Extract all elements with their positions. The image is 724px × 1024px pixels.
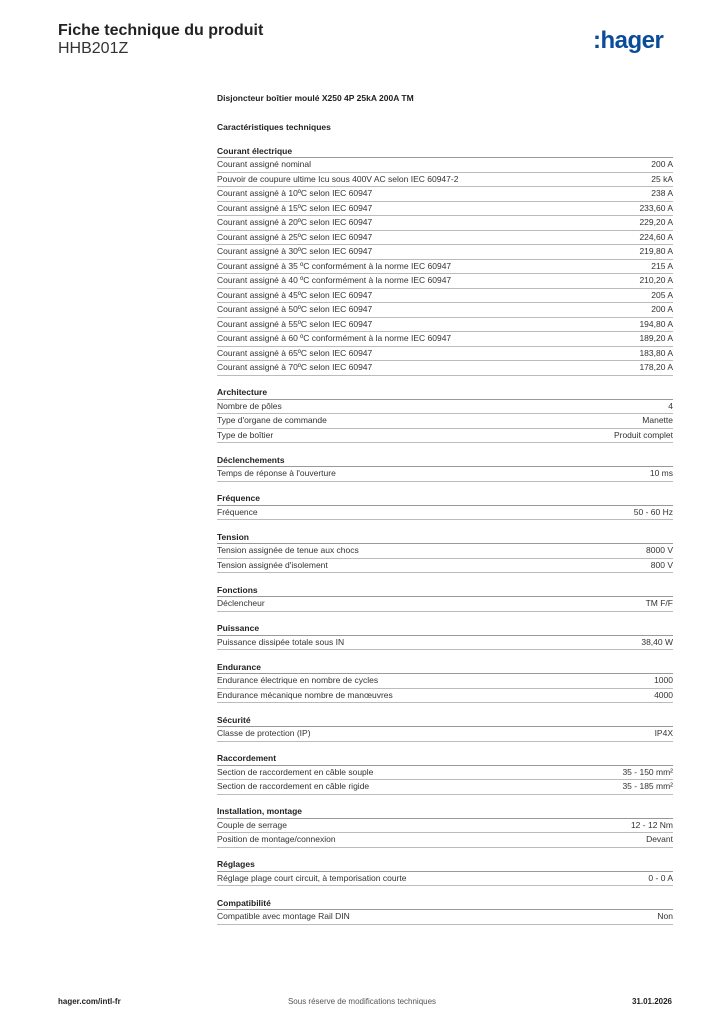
spec-value: 25 kA [651, 173, 673, 184]
product-reference: HHB201Z [58, 40, 129, 57]
product-description: Disjoncteur boîtier moulé X250 4P 25kA 200A TM [217, 93, 414, 103]
spec-value: 4000 [654, 689, 673, 700]
spec-label: Courant assigné à 50ºC selon IEC 60947 [217, 304, 373, 314]
spec-row [217, 332, 673, 347]
spec-label: Courant assigné à 40 ºC conformément à la norme IEC 60947 [217, 275, 452, 285]
spec-label: Courant assigné à 60 ºC conformément à la norme IEC 60947 [217, 333, 452, 343]
spec-row [217, 173, 673, 188]
section-title: Architecture [217, 386, 673, 400]
spec-row [217, 636, 673, 651]
spec-label: Courant assigné à 35 ºC conformément à la norme IEC 60947 [217, 260, 452, 271]
spec-value: 205 A [651, 289, 673, 300]
spec-value: 200 A [651, 304, 673, 314]
spec-row [217, 289, 673, 304]
spec-row [217, 872, 673, 887]
footer-notice: Sous réserve de modifications techniques [287, 997, 437, 1006]
spec-row [217, 559, 673, 574]
datasheet-content [217, 91, 673, 925]
section-title: Fonctions [217, 584, 673, 598]
spec-value: 215 A [651, 260, 673, 271]
spec-row [217, 187, 673, 202]
spec-row [217, 506, 673, 521]
spec-label: Réglage plage court circuit, à temporisation courte [217, 872, 407, 883]
spec-value: 800 V [650, 559, 673, 570]
footer-date: 31.01.2026 [631, 997, 672, 1006]
spec-value: 12 - 12 Nm [630, 819, 673, 830]
spec-label: Courant assigné à 45ºC selon IEC 60947 [217, 289, 373, 300]
spec-row [217, 819, 673, 834]
spec-row [217, 202, 673, 217]
section-title: Réglages [217, 858, 673, 872]
spec-section [217, 145, 673, 376]
spec-row [217, 766, 673, 781]
document-title: Fiche technique du produit [58, 22, 264, 39]
spec-value: 219,80 A [639, 246, 673, 256]
spec-label: Endurance mécanique nombre de manœuvres [217, 689, 393, 700]
hager-logo: :hager [593, 27, 664, 54]
spec-section [217, 858, 673, 886]
section-title: Compatibilité [217, 897, 673, 911]
spec-label: Courant assigné à 10ºC selon IEC 60947 [217, 188, 373, 198]
spec-label: Déclencheur [217, 598, 265, 608]
section-title: Courant électrique [217, 145, 673, 159]
spec-row [217, 347, 673, 362]
spec-value: 200 A [651, 159, 673, 169]
section-title: Sécurité [217, 714, 673, 728]
spec-value: 194,80 A [639, 318, 673, 329]
footer-website[interactable]: hager.com/intl-fr [58, 997, 121, 1006]
spec-label: Classe de protection (IP) [217, 728, 311, 738]
spec-value: 238 A [651, 188, 673, 198]
spec-label: Temps de réponse à l'ouverture [217, 468, 336, 478]
spec-row [217, 361, 673, 376]
spec-section [217, 386, 673, 443]
spec-label: Section de raccordement en câble souple [217, 766, 374, 777]
spec-value: 210,20 A [639, 275, 673, 285]
spec-value: 35 - 150 mm² [622, 766, 673, 777]
spec-row [217, 467, 673, 482]
section-title: Installation, montage [217, 805, 673, 819]
spec-section [217, 752, 673, 795]
section-title: Puissance [217, 622, 673, 636]
spec-row [217, 245, 673, 260]
spec-value: 178,20 A [639, 362, 673, 372]
spec-value: Non [657, 911, 673, 921]
spec-label: Type de boîtier [217, 429, 274, 440]
spec-value: IP4X [654, 728, 673, 738]
spec-label: Nombre de pôles [217, 400, 282, 411]
spec-value: 38,40 W [641, 636, 673, 647]
spec-sections [217, 145, 673, 925]
spec-section [217, 714, 673, 742]
spec-label: Endurance électrique en nombre de cycles [217, 675, 379, 685]
spec-row [217, 727, 673, 742]
spec-section [217, 492, 673, 520]
spec-row [217, 318, 673, 333]
spec-label: Courant assigné nominal [217, 159, 312, 169]
spec-label: Puissance dissipée totale sous IN [217, 636, 345, 647]
spec-label: Courant assigné à 25ºC selon IEC 60947 [217, 231, 373, 242]
spec-section [217, 454, 673, 482]
spec-row [217, 674, 673, 689]
spec-value: 10 ms [649, 468, 673, 478]
spec-value: Devant [646, 834, 673, 844]
spec-label: Position de montage/connexion [217, 834, 336, 844]
spec-row [217, 400, 673, 415]
spec-label: Courant assigné à 20ºC selon IEC 60947 [217, 217, 373, 227]
spec-row [217, 303, 673, 318]
spec-row [217, 158, 673, 173]
spec-label: Couple de serrage [217, 819, 287, 830]
spec-row [217, 216, 673, 231]
spec-row [217, 429, 673, 444]
spec-label: Courant assigné à 55ºC selon IEC 60947 [217, 318, 373, 329]
spec-value: 229,20 A [639, 217, 673, 227]
spec-section [217, 531, 673, 574]
spec-label: Tension assignée de tenue aux chocs [217, 545, 359, 555]
spec-value: 233,60 A [639, 202, 673, 213]
spec-row [217, 544, 673, 559]
spec-value: 0 - 0 A [648, 872, 673, 883]
spec-row [217, 231, 673, 246]
spec-label: Courant assigné à 30ºC selon IEC 60947 [217, 246, 373, 256]
spec-section [217, 805, 673, 848]
spec-label: Compatible avec montage Rail DIN [217, 911, 350, 921]
spec-value: 1000 [654, 675, 673, 685]
spec-label: Pouvoir de coupure ultime Icu sous 400V AC selon IEC 60947-2 [217, 173, 459, 184]
spec-label: Type d'organe de commande [217, 415, 327, 425]
technical-characteristics-title: Caractéristiques techniques [217, 122, 331, 132]
spec-value: Produit complet [613, 429, 673, 440]
spec-section [217, 584, 673, 612]
spec-label: Courant assigné à 65ºC selon IEC 60947 [217, 347, 373, 358]
spec-row [217, 780, 673, 795]
section-title: Tension [217, 531, 673, 545]
section-title: Fréquence [217, 492, 673, 506]
spec-row [217, 910, 673, 925]
section-title: Endurance [217, 661, 673, 675]
spec-section [217, 622, 673, 650]
spec-row [217, 833, 673, 848]
spec-label: Courant assigné à 70ºC selon IEC 60947 [217, 362, 373, 372]
spec-value: Manette [642, 415, 673, 425]
section-title: Déclenchements [217, 454, 673, 468]
spec-row [217, 689, 673, 704]
spec-value: 50 - 60 Hz [633, 506, 673, 517]
spec-label: Tension assignée d'isolement [217, 559, 328, 570]
spec-value: 4 [668, 400, 673, 411]
spec-value: 35 - 185 mm² [622, 781, 673, 791]
spec-label: Section de raccordement en câble rigide [217, 781, 370, 791]
spec-row [217, 274, 673, 289]
spec-label: Fréquence [217, 506, 258, 517]
spec-value: 224,60 A [639, 231, 673, 242]
spec-section [217, 897, 673, 925]
spec-row [217, 597, 673, 612]
section-title: Raccordement [217, 752, 673, 766]
spec-value: TM F/F [645, 598, 673, 608]
spec-row [217, 414, 673, 429]
spec-section [217, 661, 673, 704]
spec-row [217, 260, 673, 275]
spec-value: 189,20 A [639, 333, 673, 343]
spec-label: Courant assigné à 15ºC selon IEC 60947 [217, 202, 373, 213]
spec-value: 183,80 A [639, 347, 673, 358]
spec-value: 8000 V [646, 545, 673, 555]
